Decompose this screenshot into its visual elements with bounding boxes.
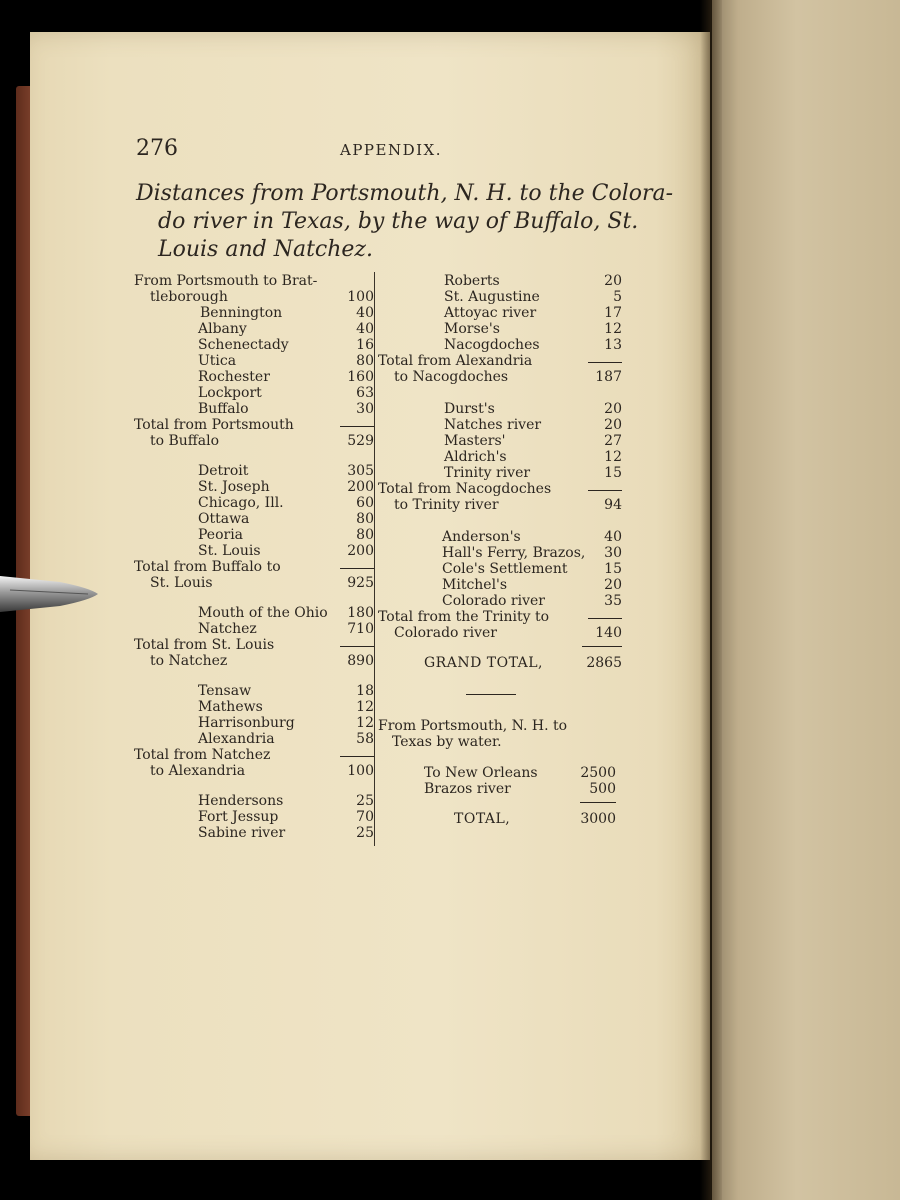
distance-value: 30 xyxy=(604,545,622,561)
total-label: to Natchez xyxy=(150,653,228,669)
stop-name: Hall's Ferry, Brazos, xyxy=(442,545,586,561)
distance-value: 20 xyxy=(604,401,622,417)
running-title: APPENDIX. xyxy=(340,141,442,159)
sum-rule xyxy=(588,490,622,491)
stop-name: Mitchel's xyxy=(442,577,508,593)
distance-value: 40 xyxy=(604,529,622,545)
stop-name: Lockport xyxy=(198,385,262,401)
stop-name: Morse's xyxy=(444,321,500,337)
distance-value: 15 xyxy=(604,561,622,577)
stop-name: Chicago, Ill. xyxy=(198,495,284,511)
section-heading: From Portsmouth, N. H. to xyxy=(378,718,568,734)
total-value: 529 xyxy=(347,433,374,449)
title-line: Louis and Natchez. xyxy=(158,237,374,262)
distance-value: 80 xyxy=(356,511,374,527)
total-label: Colorado river xyxy=(394,625,497,641)
total-label: TOTAL, xyxy=(454,811,511,827)
sum-rule xyxy=(580,802,616,803)
distance-value: 30 xyxy=(356,401,374,417)
stop-name: Attoyac river xyxy=(444,305,537,321)
section-heading: Texas by water. xyxy=(392,734,502,750)
distance-value: 12 xyxy=(604,321,622,337)
total-label: Total from Alexandria xyxy=(378,353,533,369)
distance-value: 20 xyxy=(604,417,622,433)
distance-value: 25 xyxy=(356,793,374,809)
running-head xyxy=(136,136,626,166)
sum-rule xyxy=(588,618,622,619)
route-label: From Portsmouth to Brat- xyxy=(134,273,318,289)
distance-value: 16 xyxy=(356,337,374,353)
section-divider xyxy=(466,694,516,695)
distance-value: 80 xyxy=(356,353,374,369)
distance-value: 305 xyxy=(347,463,374,479)
total-value: 100 xyxy=(347,763,374,779)
distance-value: 13 xyxy=(604,337,622,353)
stop-name: Trinity river xyxy=(444,465,531,481)
total-label: Total from Natchez xyxy=(134,747,271,763)
facing-page xyxy=(712,0,900,1200)
total-value: 94 xyxy=(604,497,622,513)
total-label: to Nacogdoches xyxy=(394,369,509,385)
route-label: tleborough xyxy=(150,289,228,305)
distance-value: 100 xyxy=(347,289,374,305)
distance-value: 180 xyxy=(347,605,374,621)
distance-value: 5 xyxy=(613,289,622,305)
total-value: 140 xyxy=(595,625,622,641)
table-title xyxy=(136,180,674,264)
total-label: to Buffalo xyxy=(150,433,220,449)
stop-name: Albany xyxy=(198,321,247,337)
stop-name: Roberts xyxy=(444,273,500,289)
distance-value: 25 xyxy=(356,825,374,841)
total-label: Total from Portsmouth xyxy=(134,417,294,433)
stop-name: Alexandria xyxy=(198,731,275,747)
total-label: to Alexandria xyxy=(150,763,246,779)
total-label: Total from St. Louis xyxy=(134,637,275,653)
distance-value: 200 xyxy=(347,479,374,495)
column-divider xyxy=(374,272,375,846)
stop-name: Harrisonburg xyxy=(198,715,295,731)
stop-name: Aldrich's xyxy=(444,449,507,465)
distance-value: 12 xyxy=(356,699,374,715)
stop-name: Utica xyxy=(198,353,237,369)
distance-value: 80 xyxy=(356,527,374,543)
distance-value: 15 xyxy=(604,465,622,481)
distance-value: 70 xyxy=(356,809,374,825)
distance-value: 18 xyxy=(356,683,374,699)
distance-value: 20 xyxy=(604,577,622,593)
distance-value: 160 xyxy=(347,369,374,385)
stop-name: To New Orleans xyxy=(424,765,538,781)
distance-value: 40 xyxy=(356,305,374,321)
stop-name: Buffalo xyxy=(198,401,249,417)
distance-value: 35 xyxy=(604,593,622,609)
stop-name: Tensaw xyxy=(198,683,252,699)
distance-value: 200 xyxy=(347,543,374,559)
distance-value: 40 xyxy=(356,321,374,337)
stop-name: Hendersons xyxy=(198,793,284,809)
stop-name: Natchez xyxy=(198,621,257,637)
stop-name: Rochester xyxy=(198,369,270,385)
stop-name: Cole's Settlement xyxy=(442,561,568,577)
distance-value: 2500 xyxy=(580,765,616,781)
stop-name: Natches river xyxy=(444,417,542,433)
grand-total-value: 2865 xyxy=(586,655,622,671)
stop-name: Anderson's xyxy=(442,529,521,545)
distance-value: 60 xyxy=(356,495,374,511)
total-value: 890 xyxy=(347,653,374,669)
total-value: 925 xyxy=(347,575,374,591)
stop-name: Peoria xyxy=(198,527,244,543)
title-line: do river in Texas, by the way of Buffalo, St. xyxy=(158,209,639,234)
grand-total-label: GRAND TOTAL, xyxy=(424,655,544,671)
total-value: 187 xyxy=(595,369,622,385)
stop-name: St. Joseph xyxy=(198,479,270,495)
title-line: Distances from Portsmouth, N. H. to the Colora- xyxy=(136,181,674,206)
sum-rule xyxy=(582,646,622,647)
stop-name: Nacogdoches xyxy=(444,337,540,353)
distance-value: 500 xyxy=(589,781,616,797)
stop-name: Durst's xyxy=(444,401,495,417)
distance-value: 17 xyxy=(604,305,622,321)
stop-name: Fort Jessup xyxy=(198,809,279,825)
pen-tip xyxy=(0,568,100,618)
book-gutter xyxy=(700,0,722,1200)
total-label: St. Louis xyxy=(150,575,213,591)
stop-name: Colorado river xyxy=(442,593,545,609)
total-label: to Trinity river xyxy=(394,497,499,513)
distance-value: 710 xyxy=(347,621,374,637)
stop-name: St. Augustine xyxy=(444,289,540,305)
sum-rule xyxy=(340,568,374,569)
distance-value: 63 xyxy=(356,385,374,401)
total-label: Total from the Trinity to xyxy=(378,609,550,625)
total-value: 3000 xyxy=(580,811,616,827)
stop-name: Mouth of the Ohio xyxy=(198,605,328,621)
sum-rule xyxy=(340,756,374,757)
stop-name: Ottawa xyxy=(198,511,250,527)
sum-rule xyxy=(340,646,374,647)
stop-name: Schenectady xyxy=(198,337,289,353)
stop-name: Masters' xyxy=(444,433,506,449)
distance-value: 12 xyxy=(604,449,622,465)
sum-rule xyxy=(588,362,622,363)
stop-name: Detroit xyxy=(198,463,249,479)
distance-value: 27 xyxy=(604,433,622,449)
distance-value: 20 xyxy=(604,273,622,289)
distance-value: 12 xyxy=(356,715,374,731)
page-number: 276 xyxy=(136,136,178,161)
stop-name: Bennington xyxy=(200,305,283,321)
stop-name: Brazos river xyxy=(424,781,511,797)
sum-rule xyxy=(340,426,374,427)
stop-name: Sabine river xyxy=(198,825,286,841)
stop-name: Mathews xyxy=(198,699,263,715)
total-label: Total from Buffalo to xyxy=(134,559,281,575)
total-label: Total from Nacogdoches xyxy=(378,481,552,497)
stop-name: St. Louis xyxy=(198,543,261,559)
distance-value: 58 xyxy=(356,731,374,747)
